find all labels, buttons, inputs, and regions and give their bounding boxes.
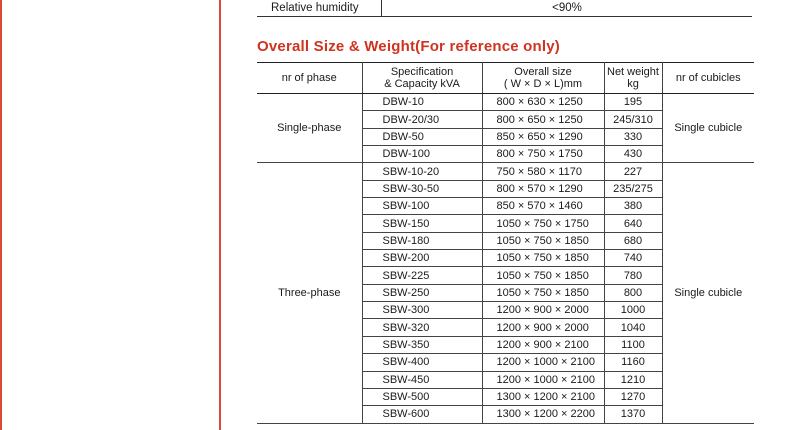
size-cell: 800 × 750 × 1750	[482, 146, 604, 163]
model-cell: DBW-100	[362, 146, 482, 163]
weight-cell: 1370	[604, 406, 662, 423]
weight-cell: 1040	[604, 319, 662, 336]
header-phase: nr of phase	[257, 63, 362, 94]
model-cell: SBW-600	[362, 406, 482, 423]
model-cell: SBW-320	[362, 319, 482, 336]
phase-cell: Single-phase	[257, 94, 362, 163]
model-cell: DBW-10	[362, 94, 482, 111]
size-cell: 1200 × 900 × 2000	[482, 302, 604, 319]
weight-cell: 1160	[604, 354, 662, 371]
size-cell: 1300 × 1200 × 2200	[482, 406, 604, 423]
environment-table	[257, 0, 752, 17]
table-row	[257, 94, 754, 111]
header-row	[257, 63, 754, 94]
size-cell: 800 × 570 × 1290	[482, 180, 604, 197]
size-cell: 1300 × 1200 × 2100	[482, 388, 604, 405]
model-cell: SBW-30-50	[362, 180, 482, 197]
header-spec: Specification & Capacity kVA	[362, 63, 482, 94]
column-divider-rule	[219, 0, 221, 430]
size-cell: 1050 × 750 × 1850	[482, 232, 604, 249]
size-cell: 800 × 630 × 1250	[482, 94, 604, 111]
size-cell: 850 × 650 × 1290	[482, 128, 604, 145]
weight-cell: 380	[604, 198, 662, 215]
weight-cell: 1210	[604, 371, 662, 388]
model-cell: DBW-20/30	[362, 111, 482, 128]
size-cell: 750 × 580 × 1170	[482, 163, 604, 180]
table-body	[257, 94, 754, 424]
weight-cell: 1270	[604, 388, 662, 405]
humidity-value: <90%	[382, 0, 753, 17]
weight-cell: 1100	[604, 336, 662, 353]
weight-cell: 235/275	[604, 180, 662, 197]
size-cell: 1200 × 900 × 2000	[482, 319, 604, 336]
size-cell: 1050 × 750 × 1850	[482, 284, 604, 301]
model-cell: DBW-50	[362, 128, 482, 145]
size-cell: 1200 × 1000 × 2100	[482, 371, 604, 388]
cubicle-cell: Single cubicle	[662, 94, 754, 163]
size-cell: 1200 × 900 × 2100	[482, 336, 604, 353]
model-cell: SBW-150	[362, 215, 482, 232]
weight-cell: 680	[604, 232, 662, 249]
model-cell: SBW-350	[362, 336, 482, 353]
phase-cell: Three-phase	[257, 163, 362, 423]
model-cell: SBW-180	[362, 232, 482, 249]
header-weight: Net weight kg	[604, 63, 662, 94]
humidity-label: Relative humidity	[257, 0, 382, 17]
cubicle-cell: Single cubicle	[662, 163, 754, 423]
size-cell: 1050 × 750 × 1850	[482, 250, 604, 267]
weight-cell: 1000	[604, 302, 662, 319]
model-cell: SBW-300	[362, 302, 482, 319]
weight-cell: 227	[604, 163, 662, 180]
size-cell: 1050 × 750 × 1850	[482, 267, 604, 284]
header-cubicles: nr of cubicles	[662, 63, 754, 94]
model-cell: SBW-450	[362, 371, 482, 388]
weight-cell: 245/310	[604, 111, 662, 128]
model-cell: SBW-250	[362, 284, 482, 301]
size-cell: 800 × 650 × 1250	[482, 111, 604, 128]
weight-cell: 800	[604, 284, 662, 301]
section-title: Overall Size & Weight(For reference only)	[257, 38, 560, 55]
model-cell: SBW-200	[362, 250, 482, 267]
model-cell: SBW-100	[362, 198, 482, 215]
table-row	[257, 0, 752, 17]
header-size: Overall size ( W × D × L)mm	[482, 63, 604, 94]
weight-cell: 195	[604, 94, 662, 111]
size-cell: 1050 × 750 × 1750	[482, 215, 604, 232]
size-cell: 850 × 570 × 1460	[482, 198, 604, 215]
table-row	[257, 163, 754, 180]
size-cell: 1200 × 1000 × 2100	[482, 354, 604, 371]
size-weight-table	[257, 62, 754, 424]
weight-cell: 430	[604, 146, 662, 163]
weight-cell: 640	[604, 215, 662, 232]
model-cell: SBW-500	[362, 388, 482, 405]
model-cell: SBW-10-20	[362, 163, 482, 180]
model-cell: SBW-400	[362, 354, 482, 371]
weight-cell: 740	[604, 250, 662, 267]
model-cell: SBW-225	[362, 267, 482, 284]
weight-cell: 780	[604, 267, 662, 284]
weight-cell: 330	[604, 128, 662, 145]
left-margin-rule	[0, 0, 2, 430]
